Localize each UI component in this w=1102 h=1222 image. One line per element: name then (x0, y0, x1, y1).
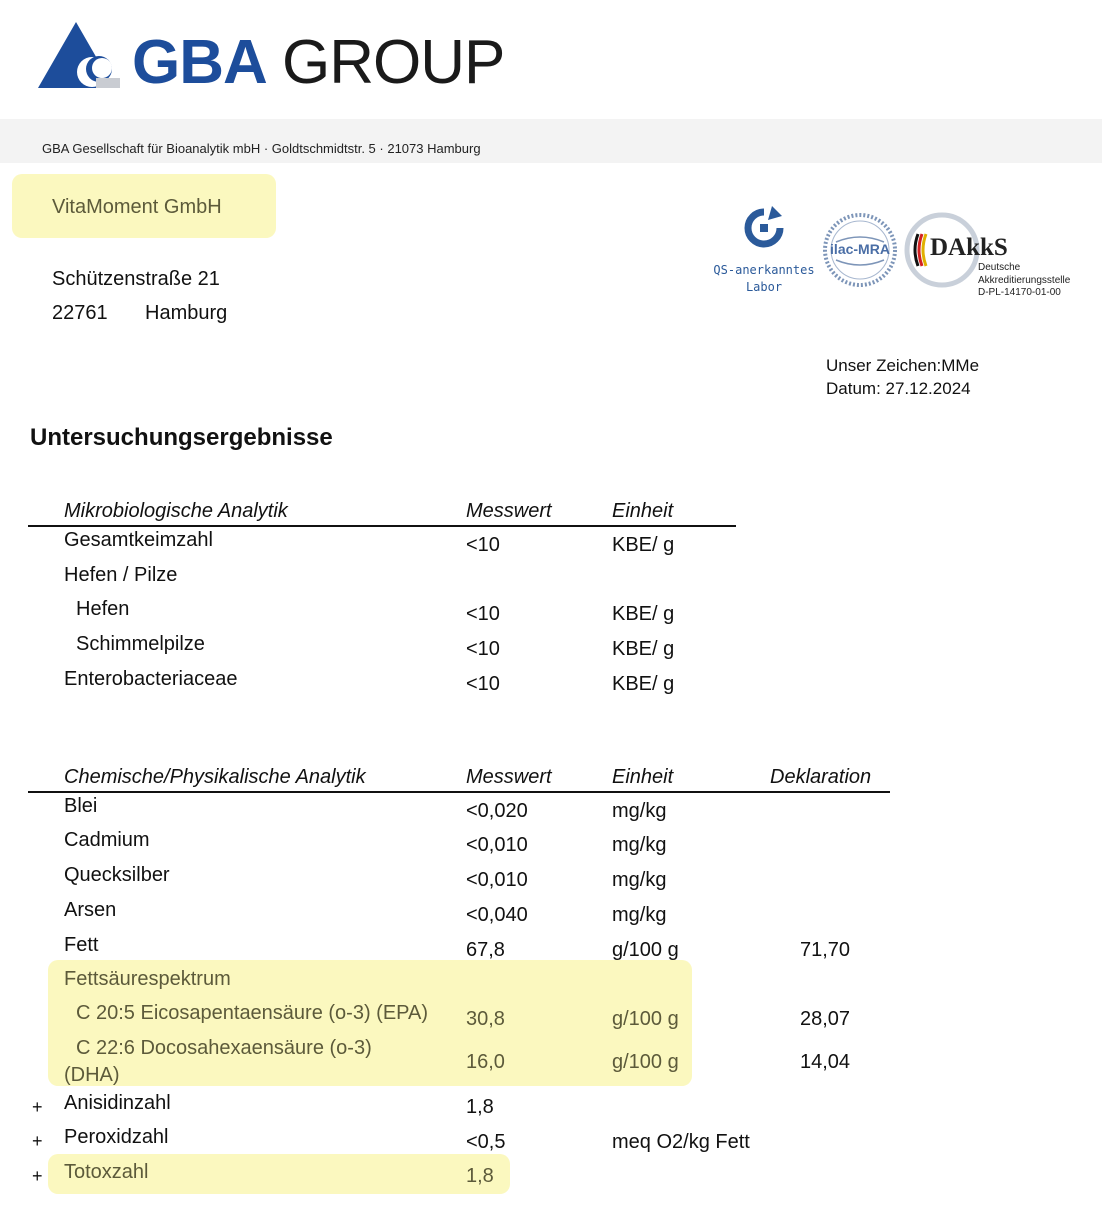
chem-row-name-cont: (DHA) (64, 1064, 120, 1086)
reference-datum: Datum: 27.12.2024 (826, 379, 971, 398)
micro-row-unit: KBE/ g (612, 534, 675, 556)
chem-row-marker: + (32, 1131, 43, 1151)
dakks-line3: D-PL-14170-01-00 (978, 287, 1061, 298)
chem-row-unit: g/100 g (612, 939, 679, 961)
micro-row-name: Hefen (76, 598, 130, 620)
recipient-city: Hamburg (145, 302, 228, 324)
chem-header-decl: Deklaration (770, 766, 872, 788)
chem-row-name: Cadmium (64, 829, 150, 851)
chem-row-marker: + (32, 1166, 43, 1186)
dakks-line2: Akkreditierungsstelle (978, 274, 1071, 286)
recipient-street: Schützenstraße 21 (52, 268, 220, 290)
chem-row-name: Blei (64, 795, 98, 817)
logo-brand-bold: GBA (132, 28, 267, 97)
chem-row-unit: g/100 g (612, 1008, 679, 1030)
chem-row-value: 30,8 (466, 1008, 505, 1030)
micro-header-unit: Einheit (612, 500, 674, 522)
chem-row-value: 67,8 (466, 939, 505, 961)
chem-header-unit: Einheit (612, 766, 674, 788)
micro-row-name: Gesamtkeimzahl (64, 529, 213, 551)
chem-row-value: <0,010 (466, 834, 528, 856)
chem-row-name: Fettsäurespektrum (64, 968, 231, 990)
chem-row-name: Anisidinzahl (64, 1092, 171, 1114)
micro-row-name: Enterobacteriaceae (64, 668, 238, 690)
micro-row-value: <10 (466, 603, 500, 625)
chem-row-unit: meq O2/kg Fett (612, 1131, 750, 1153)
reference-zeichen: Unser Zeichen:MMe (826, 356, 980, 375)
chem-row-unit: mg/kg (612, 800, 667, 822)
micro-row-name: Hefen / Pilze (64, 564, 178, 586)
chem-row-value: <0,020 (466, 800, 528, 822)
micro-row-value: <10 (466, 673, 500, 695)
chem-row-value: <0,010 (466, 869, 528, 891)
micro-header-name: Mikrobiologische Analytik (64, 500, 288, 522)
gba-triangle-icon (36, 22, 128, 94)
chem-row-name: Peroxidzahl (64, 1126, 169, 1148)
qs-cycle-icon (742, 206, 786, 250)
chem-row-decl: 28,07 (800, 1008, 851, 1030)
chem-row-unit: mg/kg (612, 904, 667, 926)
chem-row-unit: mg/kg (612, 869, 667, 891)
reference-block (826, 354, 979, 400)
logo-brand-light: GROUP (282, 28, 505, 97)
chem-header-name: Chemische/Physikalische Analytik (64, 766, 366, 788)
micro-row-unit: KBE/ g (612, 673, 675, 695)
chem-row-name: Arsen (64, 899, 117, 921)
chem-row-value: <0,5 (466, 1131, 506, 1153)
page-title: Untersuchungsergebnisse (30, 424, 333, 451)
ilac-seal-icon (822, 212, 898, 288)
recipient-name: VitaMoment GmbH (52, 196, 222, 218)
chem-row-unit: mg/kg (612, 834, 667, 856)
dakks-title: DAkkS (930, 234, 1008, 261)
qs-logo (712, 206, 816, 298)
recipient-zip: 22761 (52, 302, 108, 324)
micro-row-value: <10 (466, 534, 500, 556)
micro-header-value: Messwert (466, 500, 552, 522)
company-logo (36, 20, 536, 100)
micro-row-name: Schimmelpilze (76, 633, 205, 655)
qs-line2: Labor (745, 280, 783, 294)
chem-row-name: Totoxzahl (64, 1161, 149, 1183)
chem-row-value: 1,8 (466, 1096, 494, 1118)
sender-address: GBA Gesellschaft für Bioanalytik mbH · Goldtschmidtstr. 5 · 21073 Hamburg (42, 141, 481, 156)
micro-row-unit: KBE/ g (612, 638, 675, 660)
chem-row-name: Fett (64, 934, 99, 956)
chem-header-value: Messwert (466, 766, 552, 788)
qs-line1: QS-anerkanntes (713, 263, 815, 277)
chem-row-unit: g/100 g (612, 1051, 679, 1073)
micro-row-value: <10 (466, 638, 500, 660)
ilac-label: ilac-MRA (830, 241, 890, 257)
chem-row-decl: 14,04 (800, 1051, 851, 1073)
chem-row-value: 1,8 (466, 1165, 494, 1187)
chem-row-name: C 20:5 Eicosapentaensäure (o-3) (EPA) (76, 1002, 429, 1024)
chem-row-name: C 22:6 Docosahexaensäure (o-3) (76, 1037, 372, 1059)
chem-row-marker: + (32, 1097, 43, 1117)
chem-header-rule (28, 791, 890, 793)
ilac-mra-logo (822, 212, 898, 288)
chem-row-value: 16,0 (466, 1051, 505, 1073)
chem-row-value: <0,040 (466, 904, 528, 926)
dakks-logo (904, 212, 1090, 302)
chem-row-decl: 71,70 (800, 939, 851, 961)
micro-row-unit: KBE/ g (612, 603, 675, 625)
dakks-line1: Deutsche (978, 262, 1021, 273)
micro-header-rule (28, 525, 736, 527)
chem-row-name: Quecksilber (64, 864, 170, 886)
